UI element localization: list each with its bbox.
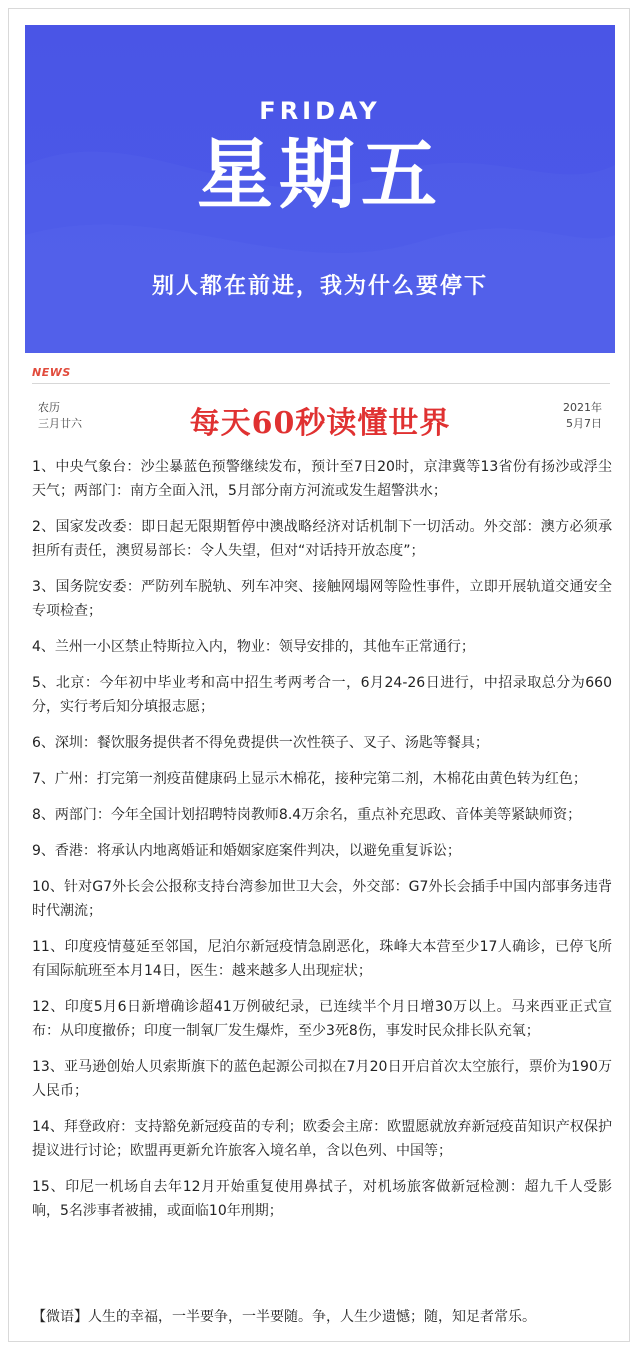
- news-list: [32, 455, 612, 1235]
- news-item-14: 14、拜登政府：支持豁免新冠疫苗的专利；欧委会主席：欧盟愿就放弃新冠疫苗知识产权保护提议进行讨论；欧盟再更新允许旅客入境名单，含以色列、中国等；: [32, 1119, 612, 1159]
- lunar-label: 农历: [38, 401, 60, 414]
- news-item-5: 5、北京：今年初中毕业考和高中招生考两考合一，6月24-26日进行，中招录取总分为660分，实行考后知分填报志愿；: [32, 675, 612, 715]
- news-item-9: 9、香港：将承认内地离婚证和婚姻家庭案件判决，以避免重复诉讼；: [32, 843, 461, 859]
- banner-slogan: 别人都在前进，我为什么要停下: [151, 274, 488, 299]
- daily-quote: 【微语】人生的幸福，一半要争，一半要随。争，人生少遗憾；随，知足者常乐。: [32, 1309, 536, 1325]
- news-item-2: 2、国家发改委：即日起无限期暂停中澳战略经济对话机制下一切活动。外交部：澳方必须承担所有责任，澳贸易部长：令人失望，但对“对话持开放态度”；: [32, 519, 612, 559]
- date-year: 2021年: [563, 401, 602, 414]
- news-item-1: 1、中央气象台：沙尘暴蓝色预警继续发布，预计至7日20时，京津冀等13省份有扬沙或浮尘天气；两部门：南方全面入汛，5月部分南方河流或发生超警洪水；: [32, 459, 612, 499]
- news-item-12: 12、印度5月6日新增确诊超41万例破纪录，已连续半个月日增30万以上。马来西亚正式宣布：从印度撤侨；印度一制氧厂发生爆炸，至少3死8伤，事发时民众排长队充氧；: [32, 999, 612, 1039]
- news-item-4: 4、兰州一小区禁止特斯拉入内，物业：领导安排的，其他车正常通行；: [32, 639, 475, 655]
- day-chinese: 星期五: [197, 130, 443, 219]
- date-day: 5月7日: [566, 417, 602, 430]
- news-item-6: 6、深圳：餐饮服务提供者不得免费提供一次性筷子、叉子、汤匙等餐具；: [32, 735, 489, 751]
- section-tag: NEWS: [32, 366, 71, 379]
- news-item-15: 15、印尼一机场自去年12月开始重复使用鼻拭子，对机场旅客做新冠检测：超九千人受影响，5名涉事者被捕，或面临10年刑期；: [32, 1179, 612, 1219]
- gregorian-date: [563, 400, 602, 432]
- divider: [32, 383, 610, 384]
- news-item-3: 3、国务院安委：严防列车脱轨、列车冲突、接触网塌网等险性事件，立即开展轨道交通安全专项检查；: [32, 579, 612, 619]
- news-item-13: 13、亚马逊创始人贝索斯旗下的蓝色起源公司拟在7月20日开启首次太空旅行，票价为190万人民币；: [32, 1059, 612, 1099]
- lunar-day: 三月廿六: [38, 417, 82, 430]
- page-title: 每天60秒读懂世界: [189, 406, 451, 441]
- header-banner: [25, 25, 615, 353]
- news-item-8: 8、两部门：今年全国计划招聘特岗教师8.4万余名，重点补充思政、音体美等紧缺师资；: [32, 807, 582, 823]
- news-item-10: 10、针对G7外长会公报称支持台湾参加世卫大会，外交部：G7外长会插手中国内部事务违背时代潮流；: [32, 879, 612, 919]
- news-item-11: 11、印度疫情蔓延至邻国，尼泊尔新冠疫情急剧恶化，珠峰大本营至少17人确诊，已停飞所有国际航班至本月14日，医生：越来越多人出现症状；: [32, 939, 612, 979]
- news-item-7: 7、广州：打完第一剂疫苗健康码上显示木棉花，接种完第二剂，木棉花由黄色转为红色；: [32, 771, 587, 787]
- day-english: FRIDAY: [259, 97, 381, 125]
